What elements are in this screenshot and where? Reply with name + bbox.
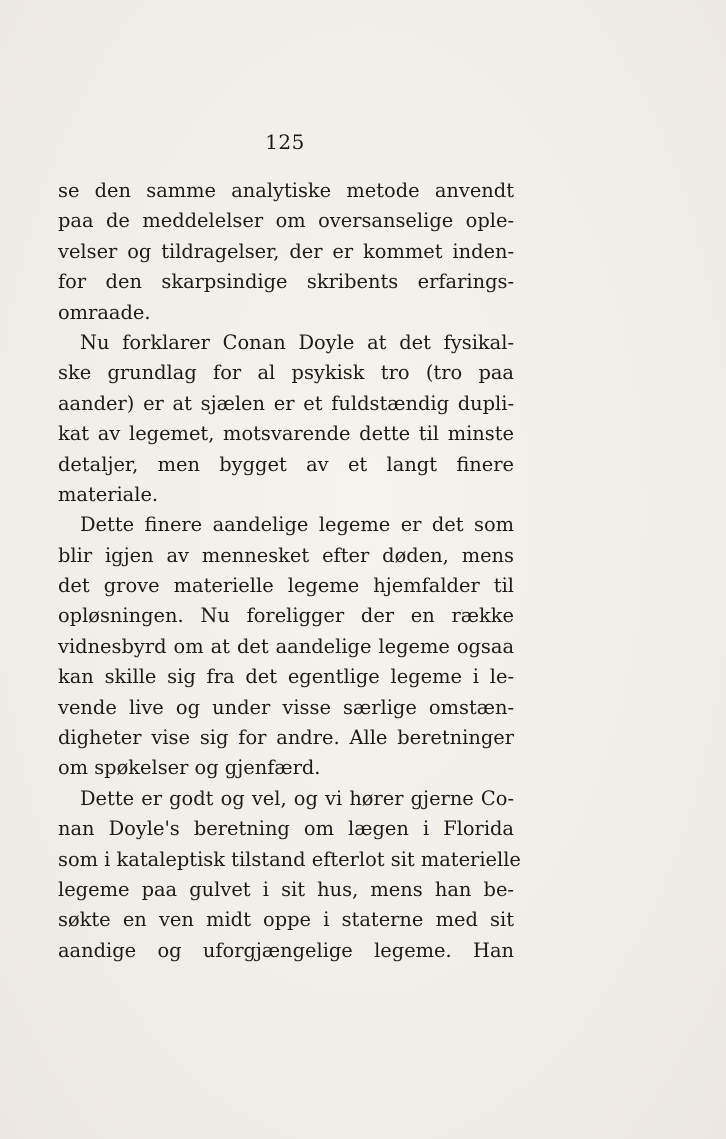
text-line: se den samme analytiske metode anvendt bbox=[58, 179, 514, 202]
text-line: aander) er at sjælen er et fuldstændig dupli- bbox=[58, 391, 514, 415]
text-line: digheter vise sig for andre. Alle beretninger bbox=[58, 726, 514, 750]
text-line: nan Doyle's beretning om lægen i Florida bbox=[58, 817, 514, 841]
text-line: Dette finere aandelige legeme er det som bbox=[80, 513, 514, 537]
text-line: omraade. bbox=[58, 300, 151, 324]
text-line: opløsningen. Nu foreligger der en række bbox=[58, 604, 514, 628]
text-line: Dette er godt og vel, og vi hører gjerne Co- bbox=[80, 786, 514, 810]
text-line: kat av legemet, motsvarende dette til minste bbox=[58, 422, 514, 446]
text-line: legeme paa gulvet i sit hus, mens han be- bbox=[58, 877, 514, 901]
text-line: søkte en ven midt oppe i staterne med sit bbox=[58, 908, 514, 932]
text-line: aandige og uforgjængelige legeme. Han bbox=[58, 938, 514, 962]
text-line: materiale. bbox=[58, 482, 159, 506]
text-line: velser og tildragelser, der er kommet inden- bbox=[58, 239, 514, 263]
text-line: for den skarpsindige skribents erfarings- bbox=[58, 270, 514, 294]
page-number: 125 bbox=[265, 130, 305, 154]
text-line: det grove materielle legeme hjemfalder til bbox=[58, 574, 514, 598]
text-line: paa de meddelelser om oversanselige ople- bbox=[58, 209, 514, 233]
body-text bbox=[58, 176, 521, 966]
text-line: detaljer, men bygget av et langt finere bbox=[58, 452, 514, 476]
text-line: blir igjen av mennesket efter døden, mens bbox=[58, 543, 514, 567]
text-line: som i kataleptisk tilstand efterlot sit materielle bbox=[58, 847, 521, 871]
text-line: vende live og under visse særlige omstæn- bbox=[58, 695, 514, 719]
text-line: om spøkelser og gjenfærd. bbox=[58, 756, 321, 780]
text-line: Nu forklarer Conan Doyle at det fysikal- bbox=[80, 330, 514, 354]
text-line: ske grundlag for al psykisk tro (tro paa bbox=[58, 361, 514, 385]
text-line: vidnesbyrd om at det aandelige legeme ogsaa bbox=[58, 634, 514, 658]
text-line: kan skille sig fra det egentlige legeme i le- bbox=[58, 665, 514, 689]
